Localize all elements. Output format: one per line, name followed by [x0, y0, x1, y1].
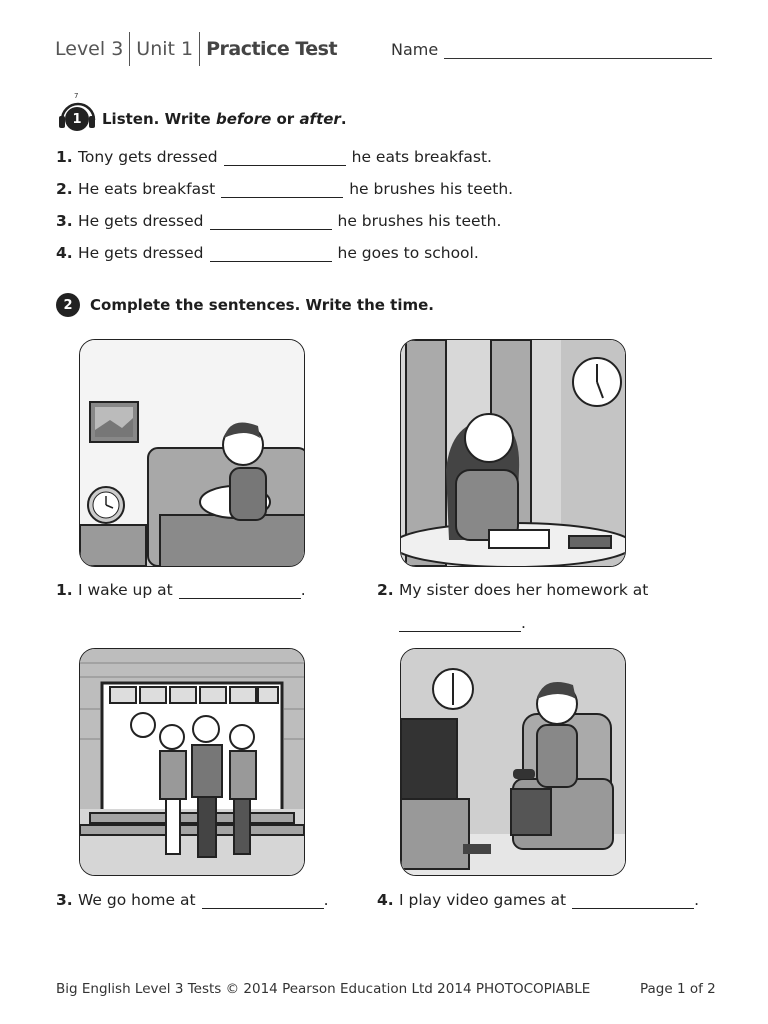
track-number: 7	[74, 92, 79, 100]
level-label: Level 3	[55, 38, 124, 60]
answer-blank[interactable]	[202, 894, 324, 909]
listen-item: 4. He gets dressed he goes to school.	[56, 244, 479, 262]
test-title: Practice Test	[206, 38, 338, 60]
answer-blank[interactable]	[210, 215, 332, 230]
answer-blank[interactable]	[221, 183, 343, 198]
answer-blank[interactable]	[224, 151, 346, 166]
listen-item: 3. He gets dressed he brushes his teeth.	[56, 212, 502, 230]
picture-boy-waking-up	[79, 339, 305, 567]
name-label: Name	[391, 40, 439, 59]
picture-going-home	[79, 648, 305, 876]
time-item: 2. My sister does her homework at	[377, 581, 649, 599]
time-item: 1. I wake up at .	[56, 581, 306, 599]
answer-blank[interactable]	[179, 584, 301, 599]
answer-blank[interactable]	[572, 894, 694, 909]
copyright-footer: Big English Level 3 Tests © 2014 Pearson Education Ltd 2014 PHOTOCOPIABLE	[56, 981, 591, 997]
time-item-continued: .	[393, 614, 526, 632]
unit-label: Unit 1	[136, 38, 194, 60]
section-2-instruction: Complete the sentences. Write the time.	[90, 296, 434, 314]
picture-sister-homework	[400, 339, 626, 567]
header-divider	[199, 32, 200, 66]
time-item: 3. We go home at .	[56, 891, 329, 909]
section-2-badge: 2	[56, 293, 80, 317]
time-item: 4. I play video games at .	[377, 891, 699, 909]
answer-blank[interactable]	[210, 247, 332, 262]
section-1-instruction: Listen. Write before or after.	[102, 110, 347, 128]
test-header	[55, 32, 337, 66]
listen-item: 2. He eats breakfast he brushes his teeth.	[56, 180, 514, 198]
picture-video-games	[400, 648, 626, 876]
name-field[interactable]	[391, 40, 712, 59]
answer-blank[interactable]	[399, 617, 521, 632]
section-1-badge: 1	[65, 107, 89, 131]
listen-item: 1. Tony gets dressed he eats breakfast.	[56, 148, 492, 166]
name-line[interactable]	[444, 40, 712, 59]
page-number: Page 1 of 2	[640, 981, 716, 997]
header-divider	[129, 32, 130, 66]
